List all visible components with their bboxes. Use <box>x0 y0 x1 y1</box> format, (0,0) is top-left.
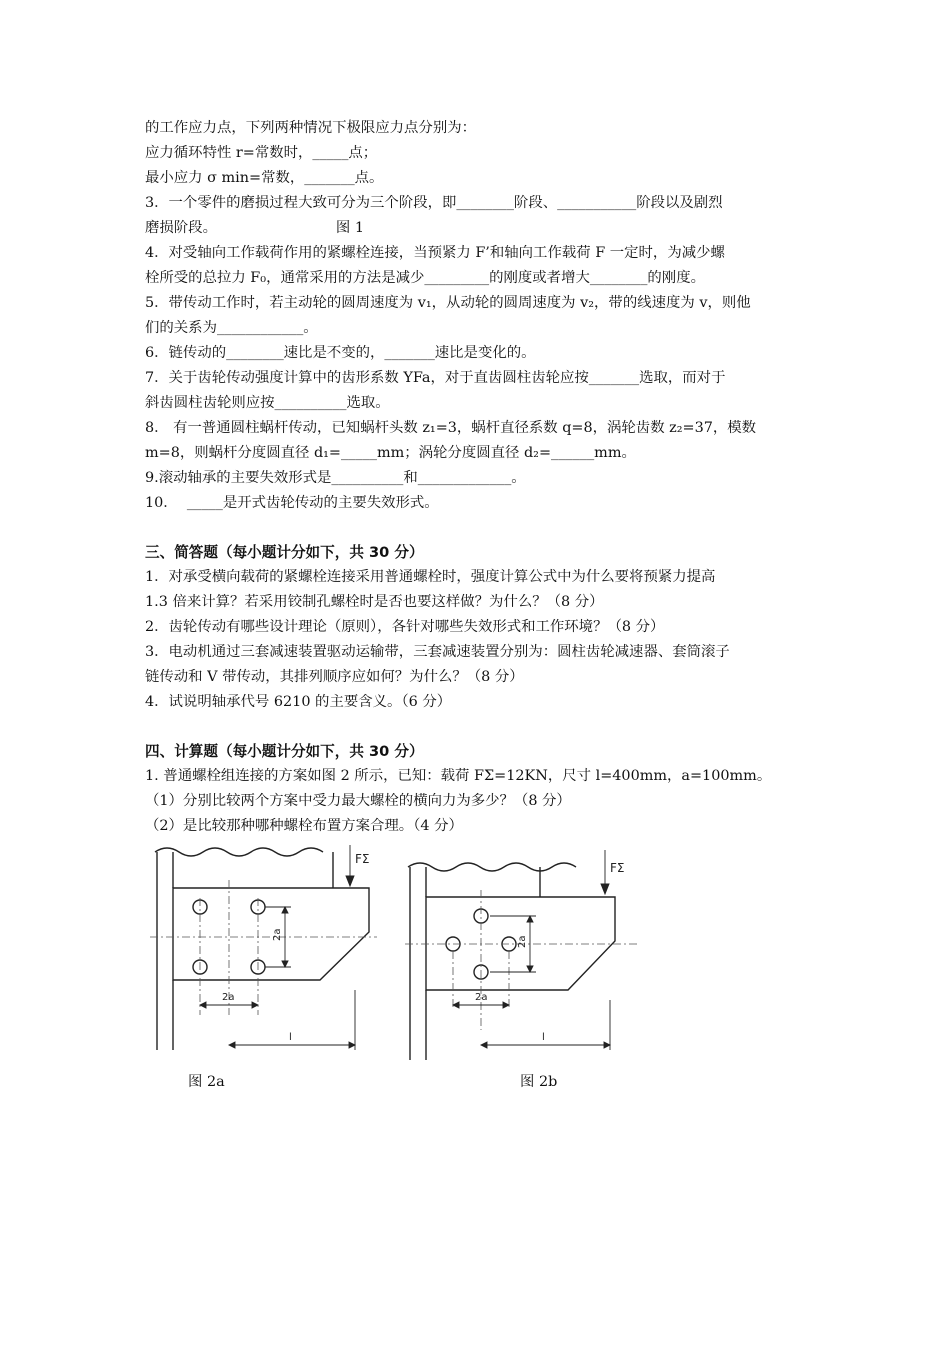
figure-2b-caption: 图 2b <box>520 1074 558 1090</box>
document-page <box>145 116 810 839</box>
text-line: 9.滚动轴承的主要失效形式是__________和_____________。 <box>145 470 526 486</box>
figure-2b <box>400 845 645 1060</box>
question-line: 1．对承受横向载荷的紧螺栓连接采用普通螺栓时，强度计算公式中为什么要将预紧力提高 <box>145 569 716 585</box>
dimension-label: 2a <box>272 928 283 941</box>
question-line: （1）分别比较两个方案中受力最大螺栓的横向力为多少？（8 分） <box>145 793 571 809</box>
figure-2a <box>145 840 385 1050</box>
question-line: 4．试说明轴承代号 6210 的主要含义。（6 分） <box>145 694 452 710</box>
dimension-label: l <box>542 1032 545 1043</box>
dimension-label: 2a <box>222 992 235 1003</box>
section-heading-short-answer: 三、简答题（每小题计分如下，共 30 分） <box>145 544 424 561</box>
text-line: 最小应力 σ min=常数，_______点。 <box>145 170 384 186</box>
text-line: 10． _____是开式齿轮传动的主要失效形式。 <box>145 495 439 511</box>
question-line: 1. 普通螺栓组连接的方案如图 2 所示，已知：载荷 FΣ=12KN，尺寸 l=400mm，a=100mm。 <box>145 768 772 784</box>
dimension-label: 2a <box>475 992 488 1003</box>
text-line: m=8，则蜗杆分度圆直径 d₁=_____mm；涡轮分度圆直径 d₂=______mm。 <box>145 445 636 461</box>
text-line: 6．链传动的________速比是不变的，_______速比是变化的。 <box>145 345 536 361</box>
question-line: 1.3 倍来计算？若采用铰制孔螺栓时是否也要这样做？为什么？（8 分） <box>145 594 604 610</box>
text-line: 3．一个零件的磨损过程大致可分为三个阶段，即________阶段、___________阶段以及剧烈 <box>145 195 723 211</box>
text-line: 4．对受轴向工作载荷作用的紧螺栓连接，当预紧力 F’和轴向工作载荷 F 一定时，为减少螺 <box>145 245 725 261</box>
force-label: FΣ <box>610 861 625 875</box>
text-line: 7．关于齿轮传动强度计算中的齿形系数 YFa，对于直齿圆柱齿轮应按_______选取，而对于 <box>145 370 726 386</box>
text-line: 的工作应力点，下列两种情况下极限应力点分别为： <box>145 120 476 136</box>
dimension-label: 2a <box>517 935 528 948</box>
question-line: 链传动和 V 带传动，其排列顺序应如何？为什么？（8 分） <box>145 669 524 685</box>
figure-2a-caption: 图 2a <box>188 1074 225 1090</box>
question-line: 3．电动机通过三套减速装置驱动运输带，三套减速装置分别为：圆柱齿轮减速器、套筒滚子 <box>145 644 730 660</box>
dimension-label: l <box>289 1032 292 1043</box>
text-line: 8． 有一普通圆柱蜗杆传动，已知蜗杆头数 z₁=3，蜗杆直径系数 q=8，涡轮齿数 z₂=37，模数 <box>145 420 757 436</box>
text-line: 应力循环特性 r=常数时，_____点； <box>145 145 378 161</box>
section-heading-calculation: 四、计算题（每小题计分如下，共 30 分） <box>145 743 424 760</box>
text-line: 们的关系为____________。 <box>145 320 318 336</box>
question-line: 2．齿轮传动有哪些设计理论（原则），各针对哪些失效形式和工作环境？（8 分） <box>145 619 665 635</box>
text-line: 磨损阶段。 图 1 <box>145 220 365 236</box>
text-line: 5．带传动工作时，若主动轮的圆周速度为 v₁，从动轮的圆周速度为 v₂，带的线速度为 v，则他 <box>145 295 751 311</box>
force-label: FΣ <box>355 852 370 866</box>
text-line: 斜齿圆柱齿轮则应按__________选取。 <box>145 395 390 411</box>
text-line: 栓所受的总拉力 F₀，通常采用的方法是减少_________的刚度或者增大________的刚度。 <box>145 270 705 286</box>
question-line: （2）是比较那种哪种螺栓布置方案合理。（4 分） <box>145 818 463 834</box>
